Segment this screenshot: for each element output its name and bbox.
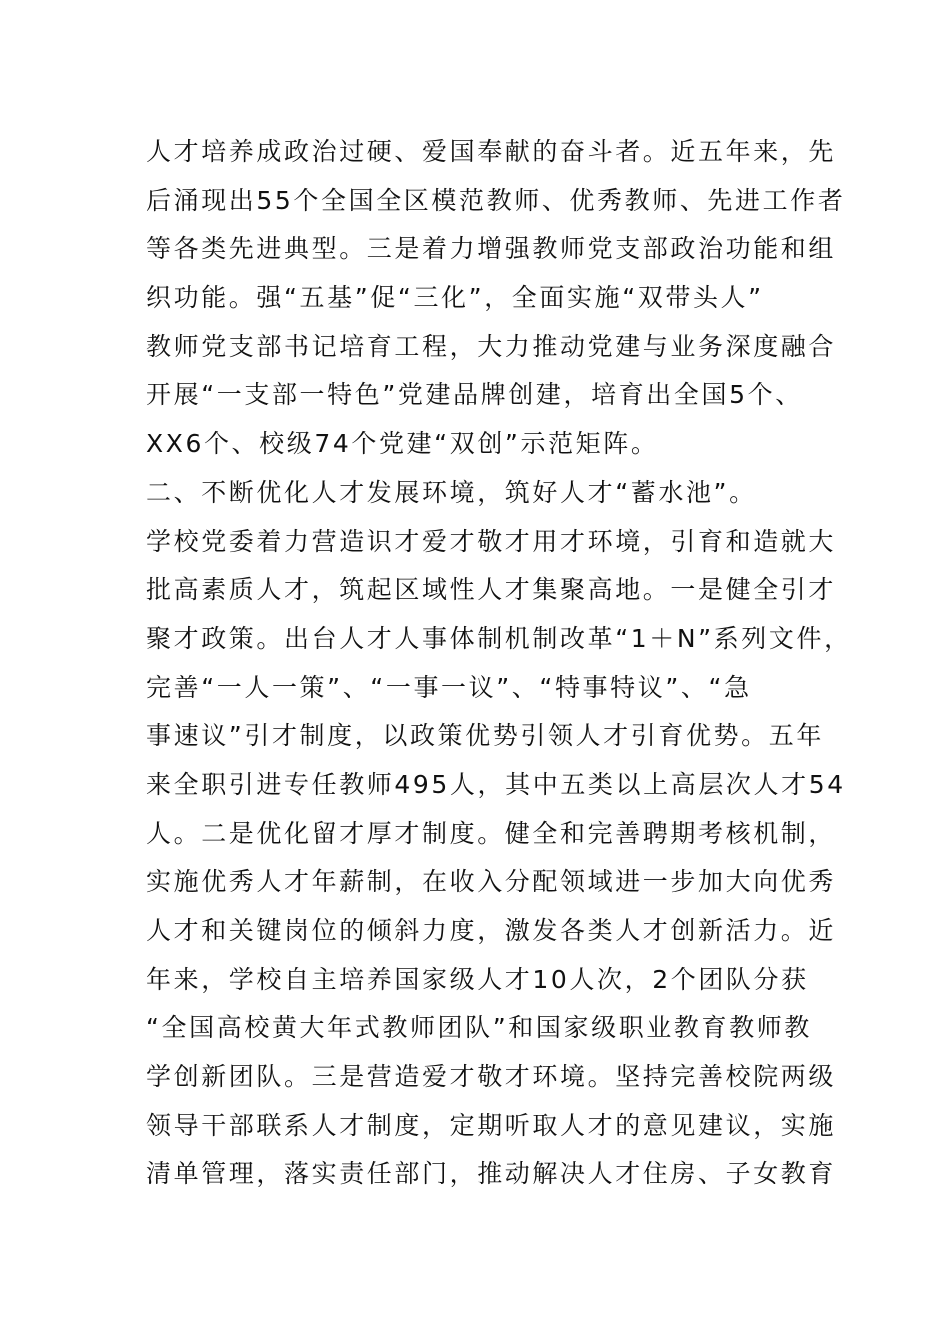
text-line: 开展“一支部一特色”党建品牌创建，培育出全国5个、: [146, 380, 803, 410]
text-line: 批高素质人才，筑起区域性人才集聚高地。一是健全引才: [146, 575, 837, 605]
text-line: 学创新团队。三是营造爱才敬才环境。坚持完善校院两级: [146, 1062, 837, 1092]
text-line: 完善“一人一策”、“一事一议”、“特事特议”、“急: [146, 672, 752, 702]
text-line: 人才培养成政治过硬、爱国奉献的奋斗者。近五年来，先: [146, 137, 837, 166]
text-line: “全国高校黄大年式教师团队”和国家级职业教育教师教: [146, 1013, 812, 1043]
text-line: 学校党委着力营造识才爱才敬才用才环境，引育和造就大: [146, 526, 837, 556]
text-line: 年来，学校自主培养国家级人才10人次，2个团队分获: [146, 964, 809, 994]
text-line: 来全职引进专任教师495人，其中五类以上高层次人才54: [146, 769, 846, 799]
text-line: 实施优秀人才年薪制，在收入分配领域进一步加大向优秀: [146, 867, 837, 897]
text-line: 清单管理，落实责任部门，推动解决人才住房、子女教育: [146, 1159, 837, 1189]
document-body: [146, 128, 852, 1199]
text-line: 后涌现出55个全国全区模范教师、优秀教师、先进工作者: [146, 185, 846, 215]
text-line: XX6个、校级74个党建“双创”示范矩阵。: [146, 429, 659, 459]
text-line: 教师党支部书记培育工程，大力推动党建与业务深度融合: [146, 331, 837, 361]
text-line: 领导干部联系人才制度，定期听取人才的意见建议，实施: [146, 1110, 837, 1140]
text-line: 人才和关键岗位的倾斜力度，激发各类人才创新活力。近: [146, 916, 837, 945]
text-line: 人。二是优化留才厚才制度。健全和完善聘期考核机制，: [146, 818, 837, 848]
text-line: 聚才政策。出台人才人事体制机制改革“1＋N”系列文件，: [146, 623, 852, 653]
text-line: 等各类先进典型。三是着力增强教师党支部政治功能和组: [146, 234, 837, 264]
section-heading: 二、不断优化人才发展环境，筑好人才“蓄水池”。: [146, 477, 757, 507]
text-line: 织功能。强“五基”促“三化”，全面实施“双带头人”: [146, 283, 764, 313]
text-line: 事速议”引才制度，以政策优势引领人才引育优势。五年: [146, 721, 824, 751]
